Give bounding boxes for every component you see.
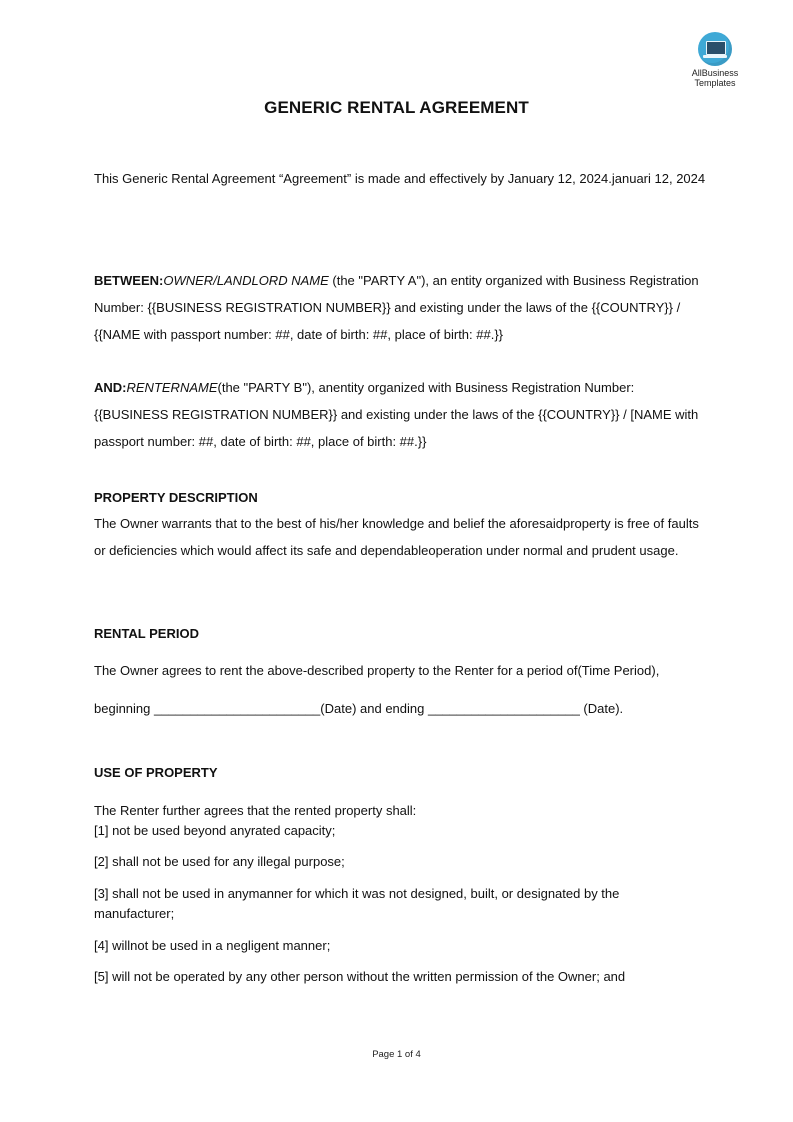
logo-text-line2: Templates <box>694 78 736 88</box>
rental-period-heading: RENTAL PERIOD <box>94 626 199 641</box>
list-item: [4] willnot be used in a negligent manner; <box>94 938 331 953</box>
rental-period-line2: beginning _______________________(Date) and ending _____________________ (Date). <box>94 701 624 716</box>
intro-paragraph: This Generic Rental Agreement “Agreement” is made and effectively by January 12, 2024.januari 12, 2024 <box>94 171 706 186</box>
party-a-name: OWNER/LANDLORD NAME <box>163 273 329 288</box>
page-number: Page 1 of 4 <box>372 1049 421 1060</box>
and-paragraph <box>94 375 706 455</box>
document-title: GENERIC RENTAL AGREEMENT <box>264 98 529 117</box>
laptop-icon <box>698 32 732 66</box>
between-text: (the "PARTY A"), an entity organized with Business Registration Number: {{BUSINESS REGISTRATION NUMBER}} and existing under the laws of the {{COUNTRY}} / {{NAME with passport number: ##, date of birth: ##, place of birth: ##.}} <box>94 273 699 342</box>
list-item: [1] not be used beyond anyrated capacity; <box>94 823 336 838</box>
use-of-property-intro: The Renter further agrees that the rented property shall: <box>94 803 417 818</box>
list-item: [3] shall not be used in anymanner for which it was not designed, built, or designated by the manufacturer; <box>94 886 620 921</box>
and-text: (the "PARTY B"), anentity organized with Business Registration Number: {{BUSINESS REGISTRATION NUMBER}} and existing under the laws of the {{COUNTRY}} / [NAME with passport number: ##, date of birth: ##, place of birth: ##.}} <box>94 380 699 449</box>
and-label: AND: <box>94 380 127 395</box>
use-of-property-heading: USE OF PROPERTY <box>94 765 218 780</box>
between-label: BETWEEN: <box>94 273 164 288</box>
rental-period-line1: The Owner agrees to rent the above-described property to the Renter for a period of(Time Period), <box>94 663 660 678</box>
party-b-name: RENTERNAME <box>126 380 218 395</box>
logo-text-line1: AllBusiness <box>691 68 739 78</box>
list-item: [5] will not be operated by any other person without the written permission of the Owner; and <box>94 969 626 984</box>
property-description-heading: PROPERTY DESCRIPTION <box>94 490 258 505</box>
allbusiness-templates-logo <box>684 32 746 88</box>
list-item: [2] shall not be used for any illegal purpose; <box>94 854 345 869</box>
property-description-text: The Owner warrants that to the best of his/her knowledge and belief the aforesaidproperty is free of faults or deficiencies which would affect its safe and dependableoperation under normal and prudent usage. <box>94 516 699 558</box>
between-paragraph <box>94 268 706 348</box>
